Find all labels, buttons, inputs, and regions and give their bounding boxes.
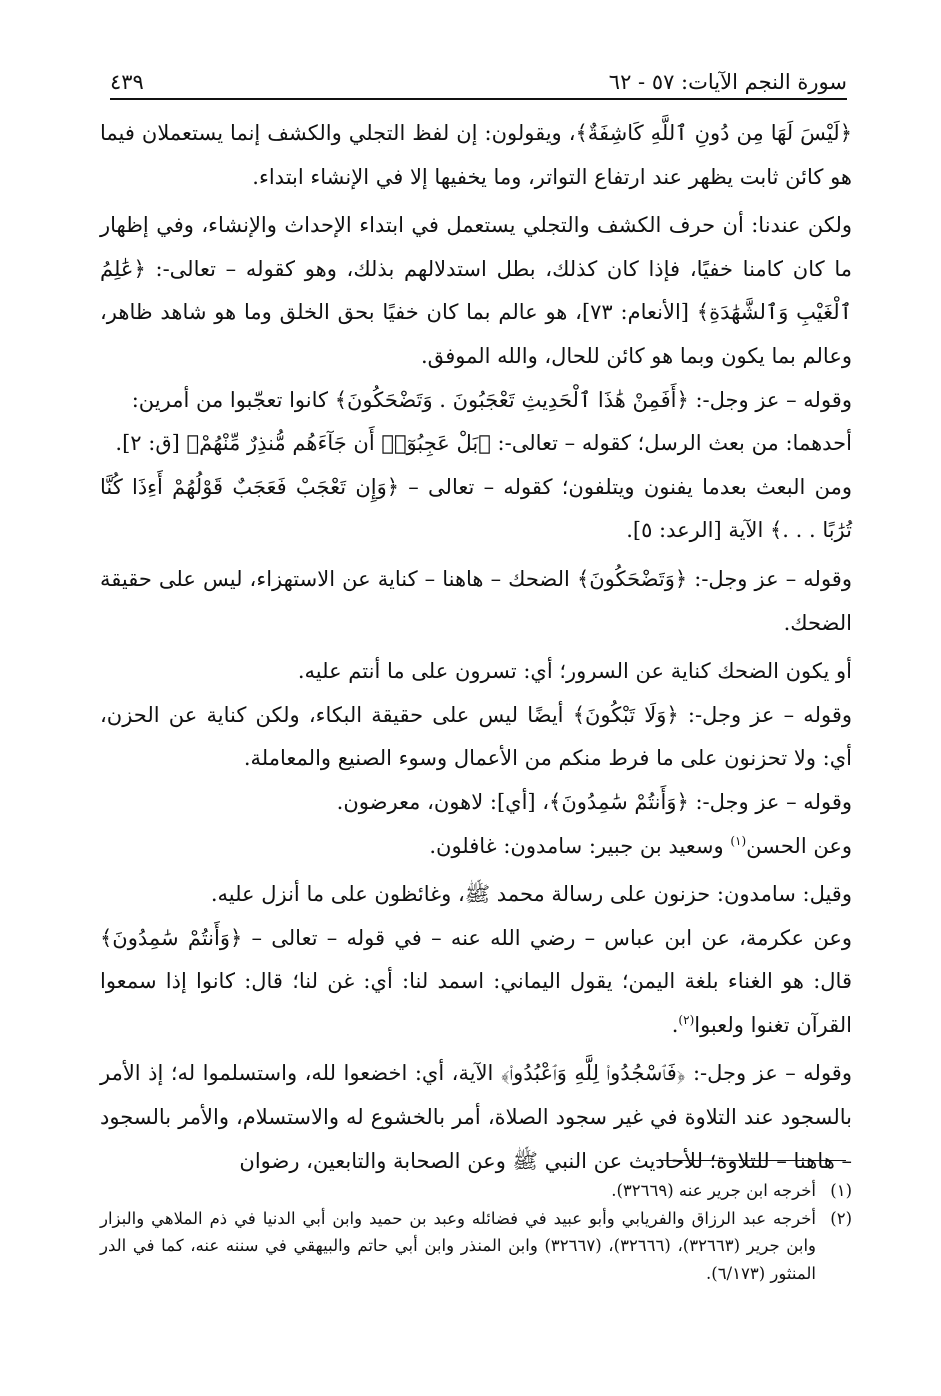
paragraph: ومن البعث بعدما يفنون ويتلفون؛ كقوله – تعالى – ﴿وَإِن تَعْجَبْ فَعَجَبٌ قَوْلُهُمْ أَءِذَا كُنَّا تُرَٰبًا . . .﴾ الآية [الرعد: ٥]. <box>100 474 852 543</box>
footnote <box>100 1205 852 1288</box>
paragraph: أو يكون الضحك كناية عن السرور؛ أي: تسرون على ما أنتم عليه. <box>297 659 852 684</box>
footnote-marker: (٢) <box>678 1012 695 1027</box>
paragraph: وقوله – عز وجل-: ﴿وَأَنتُمْ سَٰمِدُونَ﴾، [أي]: لاهون، معرضون. <box>336 789 852 814</box>
running-title: سورة النجم الآيات: ٥٧ - ٦٢ <box>608 70 847 94</box>
paragraph-text: وعن الحسن <box>746 833 852 858</box>
header-rule <box>110 98 847 100</box>
page-number: ٤٣٩ <box>110 70 144 94</box>
footnote-number: (٢) <box>830 1208 852 1228</box>
paragraph: أحدهما: من بعث الرسل؛ كقوله – تعالى-: ﴿بَلْ عَجِبُوٓا۟ أَن جَآءَهُم مُّنذِرٌ مِّنْهُمْ﴾ [ق: ٢]. <box>115 431 852 456</box>
paragraph: وقوله – عز وجل-: ﴿أَفَمِنْ هَٰذَا ٱلْحَدِيثِ تَعْجَبُونَ . وَتَضْحَكُونَ﴾ كانوا تعجّبوا من أمرين: <box>131 387 852 412</box>
footnote-marker: (١) <box>730 833 747 848</box>
footnotes <box>100 1177 852 1287</box>
page-header <box>110 58 847 94</box>
footnote-text: أخرجه ابن جرير عنه (٣٢٦٦٩). <box>611 1181 816 1200</box>
paragraph: وقوله – عز وجل-: ﴿فَٱسْجُدُوا۟ لِلَّهِ وَٱعْبُدُوا۟﴾ الآية، أي: اخضعوا لله، واستسلموا له؛ إذ الأمر بالسجود عند التلاوة في غير سجود الصلاة، أمر بالخشوع له والاستسلام، والأمر بالسجود – هاهنا – للتلاوة؛ للأحاديث عن النبي ﷺ وعن الصحابة والتابعين، رضوان <box>100 1061 852 1173</box>
footnote-text: أخرجه عبد الرزاق والفريابي وأبو عبيد في فضائله وعبد بن حميد وابن أبي الدنيا في ذم الملاهي والبزار وابن جرير (٣٢٦٦٣)، (٣٢٦٦٦)، (٣٢٦٦٧) وابن المنذر وابن أبي حاتم والبيهقي في سننه عنه، كما في الدر المنثور (٦/١٧٣). <box>100 1208 816 1283</box>
paragraph-text: وسعيد بن جبير: سامدون: غافلون. <box>429 833 731 858</box>
paragraph-text: . <box>671 1012 679 1037</box>
footnote <box>100 1177 852 1205</box>
paragraph <box>100 825 852 869</box>
paragraph: وقيل: سامدون: حزنون على رسالة محمد ﷺ، وغائظون على ما أنزل عليه. <box>210 882 852 907</box>
paragraph <box>100 917 852 1048</box>
paragraph-text: وعن عكرمة، عن ابن عباس – رضي الله عنه – في قوله – تعالى – ﴿وَأَنتُمْ سَٰمِدُونَ﴾ قال: هو الغناء بلغة اليمن؛ يقول اليماني: اسمد لنا: أي: غن لنا؛ قال: كانوا إذا سمعوا القرآن تغنوا ولعبوا <box>100 925 852 1037</box>
paragraph: وقوله – عز وجل-: ﴿وَلَا تَبْكُونَ﴾ أيضًا ليس على حقيقة البكاء، ولكن كناية عن الحزن، أي: ولا تحزنون على ما فرط منكم من الأعمال وسوء الصنيع والمعاملة. <box>100 702 852 771</box>
paragraph: ﴿لَيْسَ لَهَا مِن دُونِ ٱللَّهِ كَاشِفَةٌ﴾، ويقولون: إن لفظ التجلي والكشف إنما يستعملان فيما هو كائن ثابت يظهر عند ارتفاع التواتر، وما يخفيها إلا في الإنشاء ابتداء. <box>100 121 852 189</box>
paragraph: وقوله – عز وجل-: ﴿وَتَضْحَكُونَ﴾ الضحك – هاهنا – كناية عن الاستهزاء، ليس على حقيقة الضحك. <box>100 566 852 635</box>
paragraph: ولكن عندنا: أن حرف الكشف والتجلي يستعمل في ابتداء الإحداث والإنشاء، وفي إظهار ما كان كامنا خفيًا، فإذا كان كذلك، بطل استدلالهم بذلك، وهو كقوله – تعالى-: ﴿عَٰلِمُ ٱلْغَيْبِ وَٱلشَّهَٰدَةِ﴾ [الأنعام: ٧٣]، هو عالم بما كان خفيًا بحق الخلق وما هو شاهد ظاهر، وعالم بما يكون وبما هو كائن للحال، والله الموفق. <box>100 213 852 368</box>
footnote-rule <box>656 1160 846 1161</box>
footnote-number: (١) <box>830 1181 852 1200</box>
body-text <box>100 112 852 1183</box>
